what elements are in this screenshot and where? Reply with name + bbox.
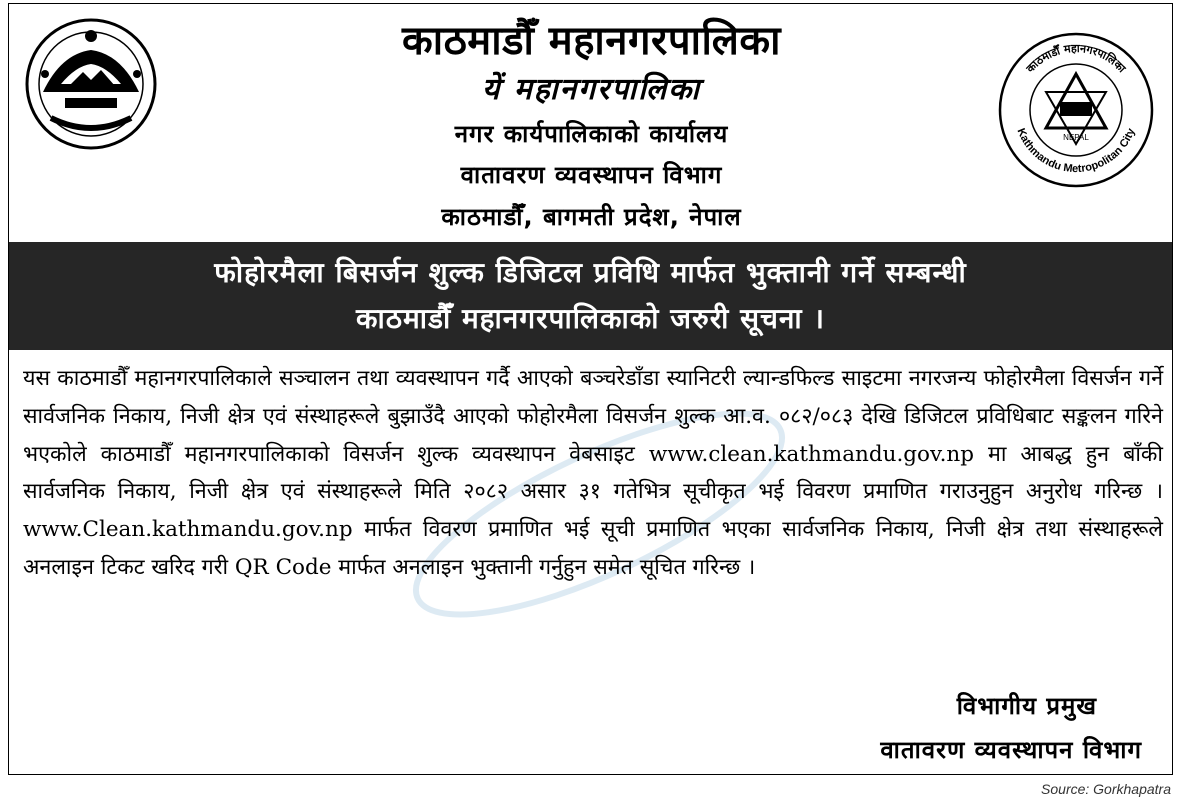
- office-name: नगर कार्यपालिकाको कार्यालय: [454, 120, 729, 148]
- signatory-department: वातावरण व्यवस्थापन विभाग: [880, 736, 1142, 764]
- banner-line-1: फोहोरमैला बिसर्जन शुल्क डिजिटल प्रविधि मार्फत भुक्तानी गर्ने सम्बन्धी: [214, 256, 967, 289]
- signature-block: [880, 684, 1142, 772]
- notice-body: [23, 360, 1163, 587]
- municipality-title-newari: यें महानगरपालिका: [481, 72, 702, 107]
- signatory-title: विभागीय प्रमुख: [956, 692, 1097, 720]
- notice-header: [9, 4, 1172, 242]
- municipality-title: काठमाडौँ महानगरपालिका: [401, 18, 782, 64]
- address: काठमाडौँ, बागमती प्रदेश, नेपाल: [441, 203, 742, 231]
- seal-ring-nepali: काठमाडौँ महानगरपालिका: [1023, 41, 1129, 76]
- body-paragraph: यस काठमाडौँ महानगरपालिकाले सञ्चालन तथा व्यवस्थापन गर्दै आएको बञ्चरेडाँडा स्यानिटरी ल्यान्डफिल्ड साइटमा नगरजन्य फोहोरमैला विसर्जन गर्ने सार्वजनिक निकाय, निजी क्षेत्र एवं संस्थाहरूले बुझाउँदै आएको फोहोरमैला विसर्जन शुल्क आ.व. ०८२/०८३ देखि डिजिटल प्रविधिबाट सङ्कलन गरिने भएकोले काठमाडौँ महानगरपालिकाको विसर्जन शुल्क व्यवस्थापन वेबसाइट www.clean.kathmandu.gov.np मा आबद्ध हुन बाँकी सार्वजनिक निकाय, निजी क्षेत्र एवं संस्थाहरूले मिति २०८२ असार ३१ गतेभित्र सूचीकृत भई विवरण प्रमाणित गराउनुहुन अनुरोध गरिन्छ । www.Clean.kathmandu.gov.np मार्फत विवरण प्रमाणित भई सूची प्रमाणित भएका सार्वजनिक निकाय, निजी क्षेत्र तथा संस्थाहरूले अनलाइन टिकट खरिद गरी QR Code मार्फत अनलाइन भुक्तानी गर्नुहुन समेत सूचित गरिन्छ ।: [23, 366, 1163, 580]
- nepal-government-emblem-icon: [21, 14, 161, 154]
- notice-frame: [8, 3, 1173, 775]
- seal-ring-english: Kathmandu Metropolitan City: [1014, 126, 1138, 176]
- header-titles: [269, 16, 914, 238]
- seal-center-text: NEPAL: [1063, 133, 1089, 142]
- department-name: वातावरण व्यवस्थापन विभाग: [460, 161, 723, 189]
- notice-banner: [9, 242, 1172, 350]
- banner-line-2: काठमाडौँ महानगरपालिकाको जरुरी सूचना ।: [355, 302, 826, 335]
- source-credit: Source: Gorkhapatra: [1041, 781, 1171, 797]
- kmc-seal-icon: [996, 30, 1156, 190]
